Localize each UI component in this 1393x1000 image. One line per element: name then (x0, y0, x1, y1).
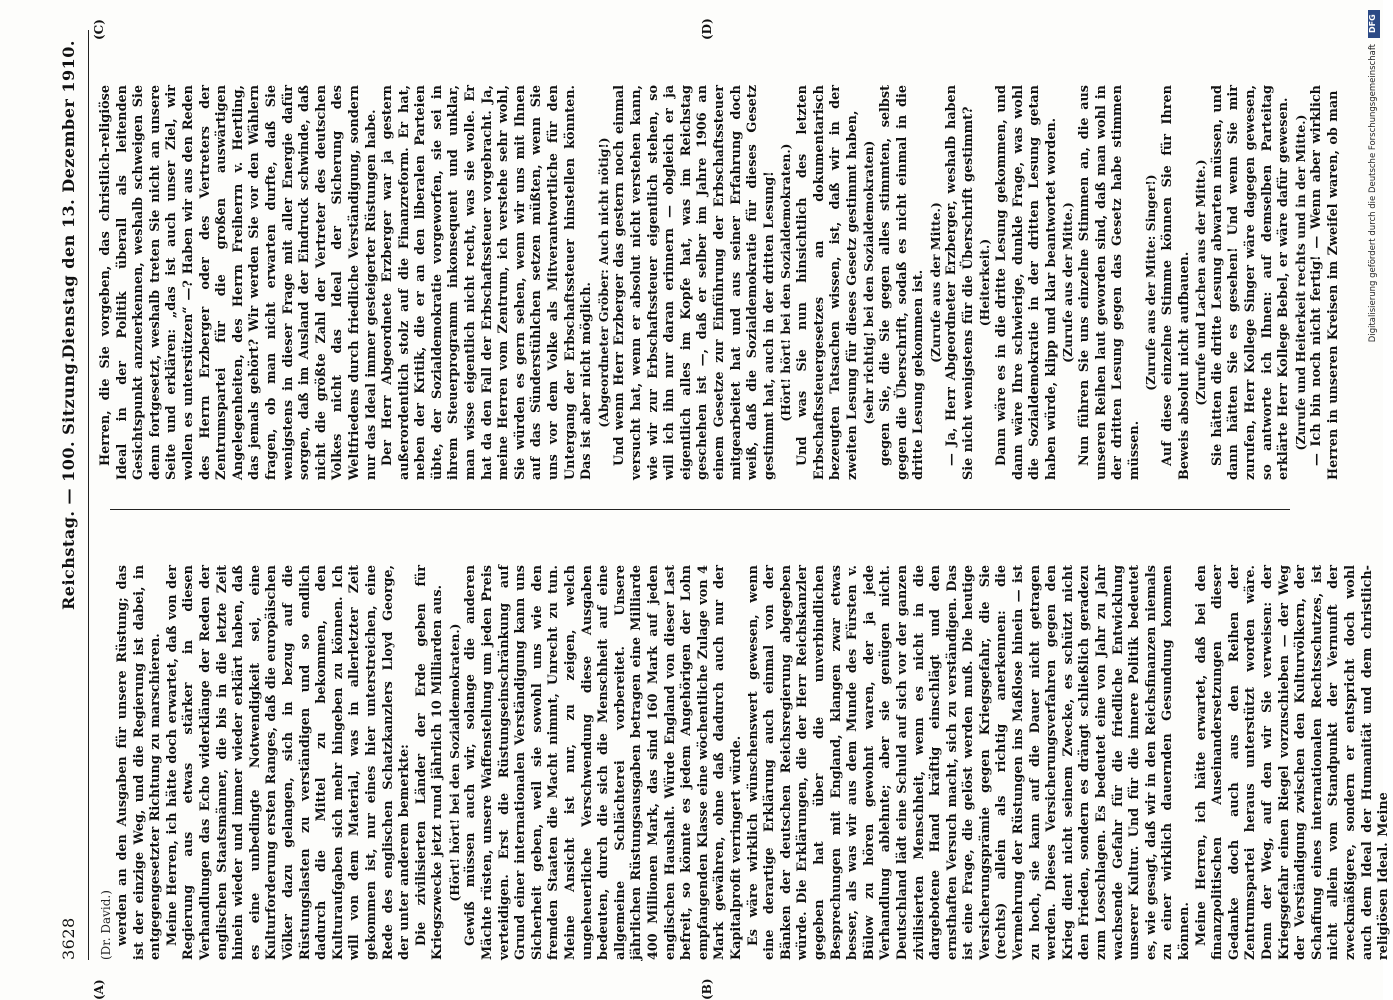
speaker-label: (Dr. David.) (99, 890, 113, 960)
margin-mark-d: (D) (700, 18, 714, 40)
interjection: (Zurufe und Heiterkeit rechts und in der Mitte.) (1292, 114, 1308, 451)
interjection: (Heiterkeit.) (977, 238, 993, 327)
header-rule (88, 30, 89, 960)
right-column (98, 85, 1341, 480)
digitization-credit: Digitalisierung gefördert durch die Deutsche Forschungsgemeinschaft (1368, 44, 1378, 343)
left-column (98, 565, 1392, 960)
column-rule (110, 509, 1290, 510)
quote-paragraph: Gewiß müssen auch wir, solange die anderen Mächte rüsten, unsere Waffenstellung um jeden Preis verteidigen. Erst die Rüstungseinschränkung auf Grund einer internationalen Verständigung kann uns Sicherheit geben, weil sie sowohl uns wie den fremden Staaten die Macht nimmt, Unrecht zu tun. Meine Ansicht ist nur, zu zeigen, welch ungeheuerliche Verschwendung diese Ausgaben bedeuten, durch die sich die Menschheit auf eine allgemeine Schlächterei vorbereitet. Unsere jährlichen Rüstungsausgaben betragen eine Milliarde 400 Millionen Mark, das sind 160 Mark auf jeden englischen Haushalt. Würde England von dieser Last befreit, so könnte es jedem Angehörigen der Lohn empfangenden Klasse eine wöchentliche Zulage von 4 Mark gewähren, ohne daß dadurch auch nur der Kapitalprofit verringert würde. (463, 565, 744, 960)
interjection: (Zurufe aus der Mitte.) (1060, 202, 1076, 363)
paragraph: Herren, die Sie vorgeben, das christlich-religiöse Ideal in der Politik überall als leitenden Gesichtspunkt anzuerkennen, weshalb schweigen Sie denn fortgesetzt, weshalb treten Sie nicht an unsere Seite und erklären: „das ist auch unser Ziel, wir wollen es unterstützen“ —? Haben wir aus den Reden des Herrn Erzberger oder des Vertreters der Zentrumspartei für die großen auswärtigen Angelegenheiten, des Herrn Freiherrn v. Hertling, das jemals gehört? Wir werden Sie vor den Wählern fragen, ob man nicht erwarten durfte, daß Sie wenigstens in dieser Frage mit aller Energie dafür sorgen, daß im Ausland der Eindruck schwinde, daß nicht die größte Zahl der Vertreter des deutschen Volkes nicht das Ideal der Sicherung des Weltfriedens durch friedliche Verständigung, sondern nur das Ideal immer gesteigerter Rüstungen habe. (98, 85, 379, 480)
paragraph: Auf diese einzelne Stimme können Sie für Ihren Beweis absolut nicht aufbauen. (1160, 85, 1192, 480)
paragraph: Es wäre wirklich wünschenswert gewesen, wenn eine derartige Erklärung auch einmal von der Bänken der deutschen Reichsregierung abgegeben würde. Die Erklärungen, die der Herr Reichskanzler gegeben hat über die unverbindlichen Besprechungen mit England, klangen zwar etwas besser, als was wir aus dem Munde des Fürsten v. Bülow zu hören gewohnt waren, der ja jede Verhandlung ablehnte; aber sie genügen nicht. Deutschland lädt eine Schuld auf sich vor der ganzen zivilisierten Menschheit, wenn es nicht in die dargebotene Hand kräftig einschlägt und den ernsthaften Versuch macht, sich zu verständigen. Das ist eine Frage, die gelöst werden muß. Die heutige Versicherungsprämie gegen Kriegsgefahr, die Sie (rechts) allein als richtig anerkennen: die Vermehrung der Rüstungen ins Maßlose hinein — ist zu hoch, sie kann auf die Dauer nicht getragen werden. Dieses Versicherungsverfahren gegen den Krieg dient nicht seinem Zwecke, es schützt nicht den Frieden, sondern es drängt schließlich geradezu zum Losschlagen. Es bedeutet eine von Jahr zu Jahr wachsende Gefahr für die friedliche Entwicklung unserer Kultur. Und für die innere Politik bedeutet es, wie gesagt, daß wir in den Reichsfinanzen niemals zu einer wirklich dauernden Gesundung kommen können. (745, 565, 1192, 960)
session-date: Dienstag den 13. Dezember 1910. (59, 40, 78, 359)
dfg-logo-badge: DFG (1368, 10, 1380, 38)
interjection: (Zurufe aus der Mitte.) (927, 202, 943, 363)
paragraph: Meine Herren, ich hätte doch erwartet, daß von der Regierung aus etwas stärker in diesen Verhandlungen das Echo widerklänge der Reden der englischen Staatsmänner, die bis in die letzte Zeit hinein wieder und immer wieder erklärt haben, daß es eine unbedingte Notwendigkeit sei, eine Kulturforderung ersten Ranges, daß die europäischen Völker dazu gelangen, sich in bezug auf die Rüstungslasten zu verständigen und so endlich dadurch die Mittel zu bekommen, den Kulturaufgaben sich mehr hingeben zu können. Ich will von dem Material, was in allerletzter Zeit gekommen ist, nur eines hier unterstreichen, eine Rede des englischen Schatzkanzlers Lloyd George, der unter anderem bemerkte: (164, 565, 413, 960)
paragraph: Dann wäre es in die dritte Lesung gekommen, und dann wäre Ihre schwierige, dunkle Frage, was wohl die Sozialdemokratie in der dritten Lesung getan haben würde, klipp und klar beantwortet worden. (994, 85, 1059, 480)
quote-paragraph: Die zivilisierten Länder der Erde geben für Kriegszwecke jetzt rund jährlich 10 Milliarden aus. (413, 565, 446, 960)
paragraph: Nun führen Sie uns einzelne Stimmen an, die aus unseren Reihen laut geworden sind, daß man wohl in der dritten Lesung gegen das Gesetz habe stimmen müssen. (1077, 85, 1142, 480)
paragraph: Der Herr Abgeordnete Erzberger war ja gestern außerordentlich stolz auf die Finanzreform. Er hat, neben der Kritik, die er an den liberalen Parteien übte, der Sozialdemokratie vorgeworfen, sie sei in ihrem Steuerprogramm inkonsequent und unklar, man wisse eigentlich nicht recht, was sie wolle. Er hat da den Fall der Erbschaftssteuer vorgebracht. Ja, meine Herren vom Zentrum, ich verstehe sehr wohl, Sie würden es gern sehen, wenn wir uns mit Ihnen auf das Sünderstühlchen setzen müßten, wenn Sie uns vor dem Volke als Mitverantwortliche für den Untergang der Erbschaftssteuer hinstellen könnten. Das ist aber nicht möglich. (380, 85, 595, 480)
page-number: 3628 (59, 917, 78, 960)
paragraph: Meine Herren, ich hätte erwartet, daß bei den finanzpolitischen Auseinandersetzungen dieser Gedanke doch auch aus den Reihen der Zentrumspartei heraus unterstützt worden wäre. Denn der Weg, auf den wir Sie verweisen: der Kriegsgefahr einen Riegel vorzuschieben — der Weg der Verständigung zwischen den Kulturvölkern, der Schaffung eines internationalen Rechtsschutzes, ist nicht allein vom Standpunkt der Vernunft der zweckmäßigere, sondern er entspricht doch wohl auch dem Ideal der Humanität und dem christlich-religiösen Ideal. Meine (1193, 565, 1392, 960)
interjection: (Abgeordneter Gröber: Auch nicht nötig!) (595, 137, 611, 428)
session-title: Reichstag. — 100. Sitzung. (59, 356, 78, 610)
interjection: (Hört! hört! bei den Sozialdemokraten.) (778, 143, 794, 422)
margin-mark-a: (A) (92, 979, 106, 1000)
paragraph: werden an den Ausgaben für unsere Rüstung; das ist der einzige Weg, und die Regierung ist dabei, in entgegengesetzter Richtung zu marschieren. (115, 565, 164, 960)
interjection: (Hört! hört! bei den Sozialdemokraten.) (446, 623, 462, 902)
paragraph: Und was Sie nun hinsichtlich des letzten Erbschaftssteuergesetzes an dokumentarisch bezeugten Tatsachen wissen, ist, daß wir in der zweiten Lesung für dieses Gesetz gestimmt haben, (794, 85, 860, 480)
paragraph: — Ich bin noch nicht fertig! — Wenn aber wirklich Herren in unseren Kreisen im Zweifel waren, ob man (1309, 85, 1341, 480)
paragraph: gegen Sie, die Sie gegen alles stimmten, selbst gegen die Überschrift, sodaß es nicht einmal in die dritte Lesung gekommen ist. (877, 85, 927, 480)
paragraph: — Ja, Herr Abgeordneter Erzberger, weshalb haben Sie nicht wenigstens für die Überschrift gestimmt? (944, 85, 976, 480)
page-header (55, 40, 83, 960)
interjection: (sehr richtig! bei den Sozialdemokraten) (861, 140, 877, 425)
interjection: (Zurufe und Lachen aus der Mitte.) (1193, 159, 1209, 406)
paragraph: Und wenn Herr Erzberger das gestern noch einmal versucht hat, wenn er absolut nicht verstehen kann, wie wir zur Erbschaftssteuer eigentlich stehen, so will ich ihn nur daran erinnern — obgleich er ja eigentlich alles im Kopfe hat, was im Reichstag geschehen ist —, daß er selber im Jahre 1906 an einem Gesetze zur Einführung der Erbschaftssteuer mitgearbeitet hat und aus seiner Erfahrung doch weiß, daß die Sozialdemokratie für dieses Gesetz gestimmt hat, auch in der dritten Lesung! (612, 85, 777, 480)
interjection: (Zurufe aus der Mitte: Singer!) (1143, 174, 1159, 391)
margin-mark-b: (B) (700, 978, 714, 1000)
margin-mark-c: (C) (92, 19, 106, 40)
paragraph: Sie hätten die dritte Lesung abwarten müssen, und dann hätten Sie es gesehen! Und wenn Sie mir zurufen, Herr Kollege Singer wäre dagegen gewesen, so antworte ich Ihnen: auf demselben Parteitag erklärte Herr Kollege Bebel, er wäre dafür gewesen. (1209, 85, 1292, 480)
